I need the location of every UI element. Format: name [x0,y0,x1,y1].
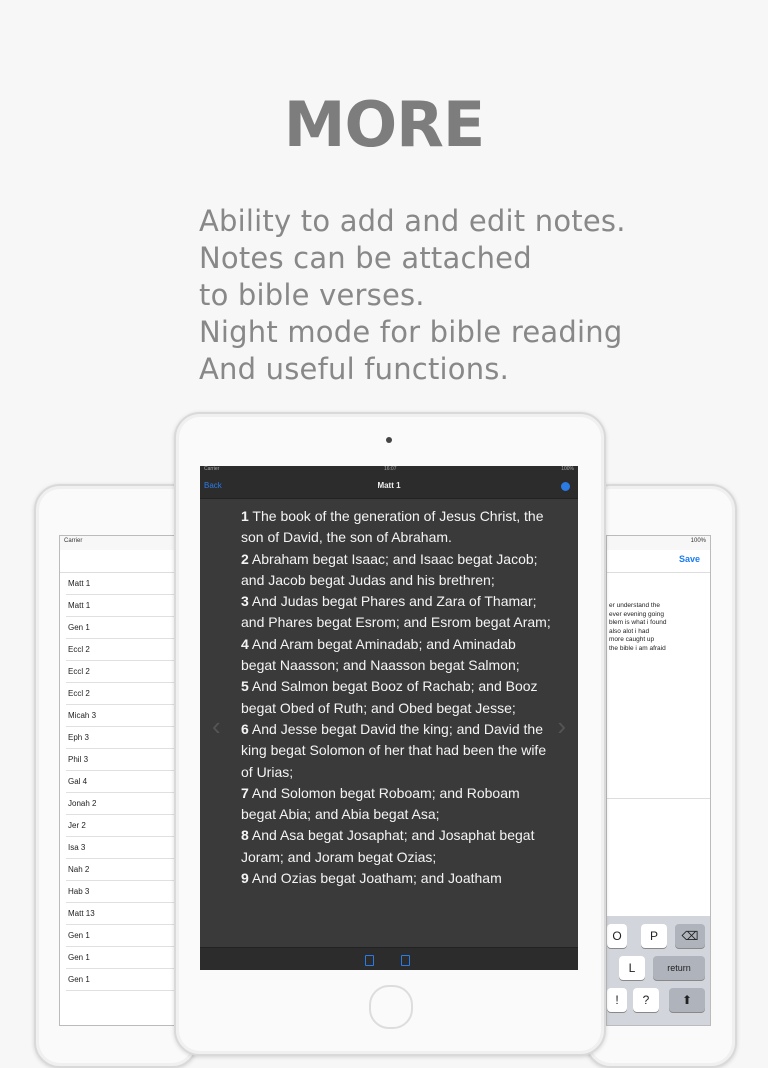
status-bar [200,466,578,476]
verse-number: 6 [241,720,249,737]
nav-divider [607,572,710,573]
note-list-item[interactable]: Gen 1 [66,969,190,991]
key-p[interactable]: P [641,924,667,948]
backspace-key[interactable]: ⌫ [675,924,705,948]
description-line: to bible verses. [199,278,425,312]
key-question[interactable]: ? [633,988,659,1012]
nav-bar [200,476,578,499]
keyboard [607,916,710,1025]
note-list-item[interactable]: Eccl 2 [66,639,190,661]
verse-body: Abraham begat Isaac; and Isaac begat Jacob; and Jacob begat Judas and his brethren; [241,550,538,588]
note-line: blem is what i found [609,619,667,626]
note-list-item[interactable]: Jonah 2 [66,793,190,815]
verse[interactable] [241,719,551,783]
note-list-item[interactable]: Jer 2 [66,815,190,837]
verse-body: And Aram begat Aminadab; and Aminadab begat Naasson; and Naasson begat Salmon; [241,635,520,674]
note-list-item[interactable]: Micah 3 [66,705,190,727]
verse[interactable] [241,825,551,868]
home-button [369,985,413,1029]
bottom-toolbar [200,947,578,970]
note-list-item[interactable]: Gen 1 [66,925,190,947]
note-list-item[interactable]: Nah 2 [66,859,190,881]
key-l[interactable]: L [619,956,645,980]
description-line: Night mode for bible reading [199,315,623,349]
verse[interactable] [241,676,551,719]
description-line: And useful functions. [199,352,510,386]
note-list-item[interactable]: Eccl 2 [66,661,190,683]
verse-number: 7 [241,784,249,801]
back-button[interactable]: Back [204,481,222,490]
verse-body: And Solomon begat Roboam; and Roboam begat Abia; and Abia begat Asa; [241,784,520,823]
note-list-item[interactable]: Matt 1 [66,595,190,617]
time-label: 16:07 [383,466,397,472]
notes-icon[interactable] [401,955,410,966]
feature-description [199,203,759,388]
verse-text [241,506,551,889]
battery-label: 100% [561,466,574,472]
description-line: Ability to add and edit notes. [199,204,626,238]
note-list-item[interactable]: Matt 13 [66,903,190,925]
save-button[interactable]: Save [678,554,700,564]
verse-number: 4 [241,635,249,652]
carrier-label: Carrier [64,538,83,544]
shift-key[interactable]: ⬆ [669,988,705,1012]
prev-chapter-arrow[interactable]: ‹ [212,711,221,741]
verse[interactable] [241,549,551,592]
verse[interactable] [241,783,551,826]
note-list-item[interactable]: Gen 1 [66,617,190,639]
share-icon[interactable] [365,955,374,966]
battery-label: 100% [690,538,706,544]
chapter-title: Matt 1 [377,481,401,490]
note-list-item[interactable]: Eph 3 [66,727,190,749]
verse-body: And Ozias begat Joatham; and Joatham [248,870,502,887]
verse-body: And Asa begat Josaphat; and Josaphat begat Joram; and Joram begat Ozias; [241,827,535,865]
verse-body: The book of the generation of Jesus Christ, the son of David, the son of Abraham. [241,508,544,546]
notes-list [60,572,190,991]
verse-body: And Jesse begat David the king; and David the king begat Solomon of her that had been the wife of Urias; [241,720,547,780]
key-exclamation[interactable]: ! [607,988,627,1012]
status-bar [607,536,710,550]
verse[interactable] [241,634,551,677]
next-chapter-arrow[interactable]: › [557,711,566,741]
note-line: the bible i am afraid [609,644,666,652]
verse-number: 1 [241,508,249,524]
note-line: er understand the [609,602,660,609]
bible-reader-screen [200,466,578,970]
verse[interactable] [241,506,551,549]
status-bar [60,536,190,550]
notes-list-screen [59,535,191,1026]
note-line: more caught up [609,636,655,643]
note-line: also alot i had [609,627,650,635]
headline: MORE [283,88,485,161]
divider [607,798,710,799]
verse-number: 5 [241,678,249,695]
note-editor-screen [606,535,711,1026]
verse-number: 2 [241,550,249,567]
note-line: ever evening going [609,610,664,618]
camera-icon [386,437,392,443]
gear-icon[interactable] [561,482,570,491]
verse-number: 3 [241,593,249,610]
verse-body: And Judas begat Phares and Zara of Thamar; and Phares begat Esrom; and Esrom begat Aram; [241,593,551,631]
note-list-item[interactable]: Matt 1 [66,573,190,595]
note-list-item[interactable]: Eccl 2 [66,683,190,705]
carrier-label: Carrier [204,466,220,472]
note-list-item[interactable]: Hab 3 [66,881,190,903]
return-key[interactable]: return [653,956,705,980]
verse[interactable] [241,868,551,889]
description-line: Notes can be attached [199,241,532,275]
verse-number: 8 [241,827,249,844]
note-list-item[interactable]: Phil 3 [66,749,190,771]
verse-body: And Salmon begat Booz of Rachab; and Booz begat Obed of Ruth; and Obed begat Jesse; [241,678,538,716]
note-list-item[interactable]: Gal 4 [66,771,190,793]
note-text-area[interactable] [609,602,708,653]
note-list-item[interactable]: Isa 3 [66,837,190,859]
verse-number: 9 [241,870,249,887]
verse[interactable] [241,591,551,634]
note-list-item[interactable]: Gen 1 [66,947,190,969]
key-o[interactable]: O [607,924,627,948]
